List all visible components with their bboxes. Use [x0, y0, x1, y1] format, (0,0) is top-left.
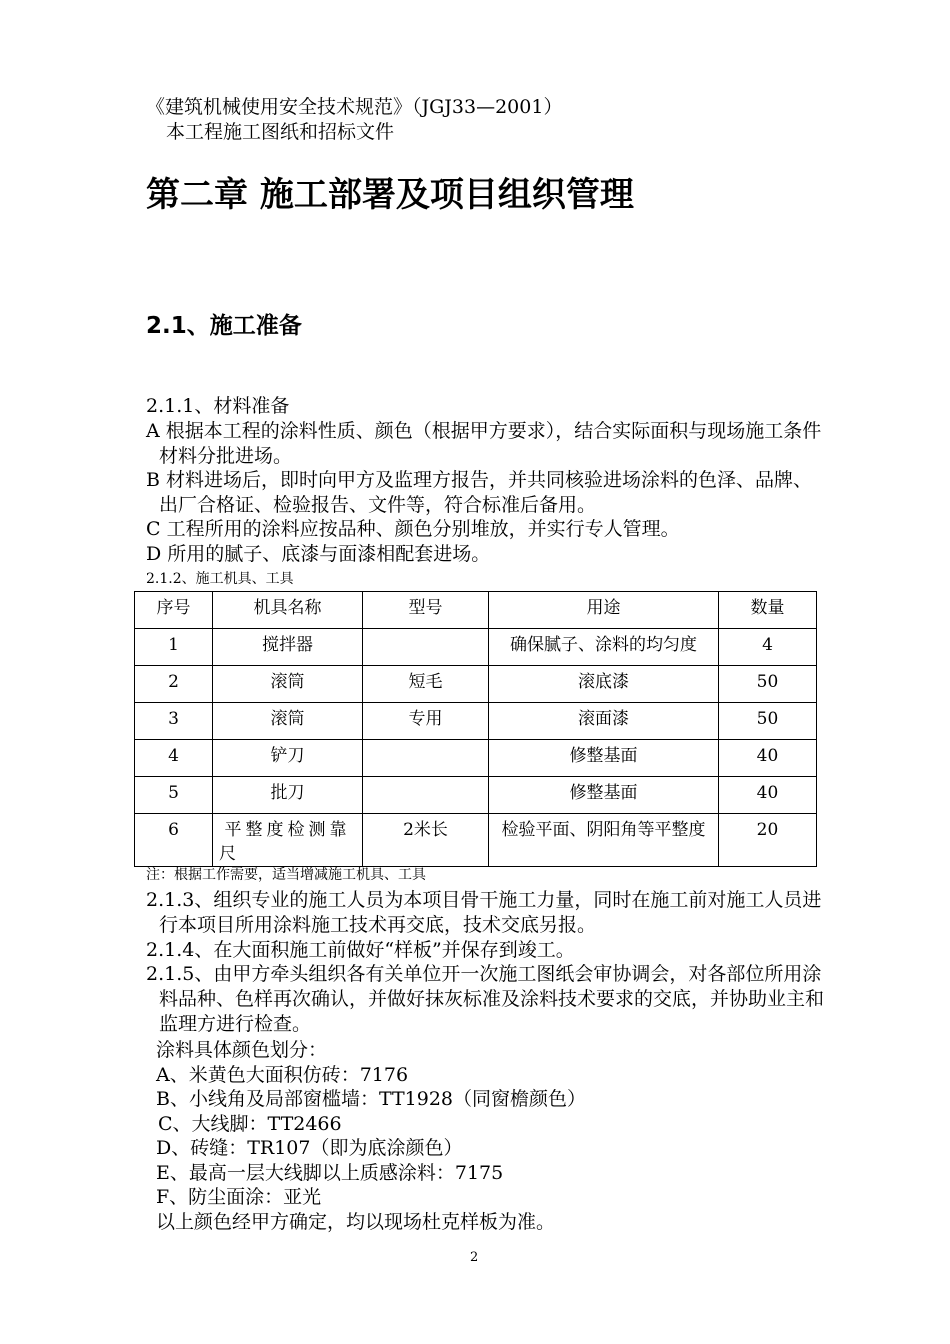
table-cell: 短毛	[363, 666, 489, 703]
table-row	[135, 703, 817, 740]
table-cell: 修整基面	[489, 777, 719, 814]
table-cell: 3	[135, 703, 213, 740]
table-cell: 4	[719, 629, 817, 666]
table-row	[135, 740, 817, 777]
table-cell: 1	[135, 629, 213, 666]
table-cell: 批刀	[213, 777, 363, 814]
table-cell	[363, 629, 489, 666]
table-cell: 2米长	[363, 814, 489, 867]
color-item: C、大线脚：TT2466	[158, 1113, 342, 1135]
table-cell: 确保腻子、涂料的均匀度	[489, 629, 719, 666]
table-cell: 5	[135, 777, 213, 814]
color-item: F、防尘面涂：亚光	[156, 1186, 322, 1208]
reference-line: 《建筑机械使用安全技术规范》（JGJ33—2001）	[146, 96, 563, 118]
table-cell: 40	[719, 740, 817, 777]
table-header-cell: 序号	[135, 592, 213, 629]
table-cell	[363, 777, 489, 814]
paragraph: 2.1.5、由甲方牵头组织各有关单位开一次施工图纸会审协调会，对各部位所用涂料品种、色样再次确认，并做好抹灰标准及涂料技术要求的交底，并协助业主和监理方进行检查。	[146, 963, 825, 1035]
table-cell: 专用	[363, 703, 489, 740]
table-cell: 修整基面	[489, 740, 719, 777]
materials-item: A 根据本工程的涂料性质、颜色（根据甲方要求），结合实际面积与现场施工条件材料分批进场。	[146, 420, 822, 467]
colors-heading: 涂料具体颜色划分：	[156, 1039, 328, 1061]
table-header-cell: 用途	[489, 592, 719, 629]
table-row	[135, 666, 817, 703]
table-cell: 滚筒	[213, 666, 363, 703]
table-cell: 平整度检测靠尺	[213, 814, 363, 867]
materials-heading: 2.1.1、材料准备	[146, 395, 290, 417]
tools-table	[134, 591, 817, 867]
chapter-title: 第二章 施工部署及项目组织管理	[146, 175, 634, 215]
table-cell: 搅拌器	[213, 629, 363, 666]
table-row	[135, 814, 817, 867]
section-title: 2.1、施工准备	[146, 313, 302, 339]
table-header-cell: 数量	[719, 592, 817, 629]
table-cell: 滚底漆	[489, 666, 719, 703]
table-cell: 铲刀	[213, 740, 363, 777]
table-cell: 2	[135, 666, 213, 703]
page-number: 2	[470, 1250, 479, 1265]
table-header-row	[135, 592, 817, 629]
table-row	[135, 777, 817, 814]
materials-item: C 工程所用的涂料应按品种、颜色分别堆放，并实行专人管理。	[146, 518, 680, 540]
table-cell: 检验平面、阴阳角等平整度	[489, 814, 719, 867]
table-note: 注：根据工作需要，适当增减施工机具、工具	[146, 867, 426, 883]
table-cell	[363, 740, 489, 777]
color-item: B、小线角及局部窗槛墙：TT1928（同窗檐颜色）	[156, 1088, 587, 1110]
table-cell: 4	[135, 740, 213, 777]
table-cell: 滚筒	[213, 703, 363, 740]
table-cell: 20	[719, 814, 817, 867]
color-item: A、米黄色大面积仿砖：7176	[156, 1064, 409, 1086]
table-header-cell: 型号	[363, 592, 489, 629]
paragraph: 2.1.3、组织专业的施工人员为本项目骨干施工力量，同时在施工前对施工人员进行本项目所用涂料施工技术再交底，技术交底另报。	[146, 889, 822, 936]
table-cell: 50	[719, 666, 817, 703]
colors-closing: 以上颜色经甲方确定，均以现场杜克样板为准。	[156, 1211, 556, 1233]
table-header-cell: 机具名称	[213, 592, 363, 629]
materials-item: D 所用的腻子、底漆与面漆相配套进场。	[146, 543, 491, 565]
table-cell: 40	[719, 777, 817, 814]
paragraph: 2.1.4、在大面积施工前做好“样板”并保存到竣工。	[146, 939, 575, 961]
table-cell: 滚面漆	[489, 703, 719, 740]
table-row	[135, 629, 817, 666]
reference-line: 本工程施工图纸和招标文件	[166, 121, 395, 143]
table-cell: 6	[135, 814, 213, 867]
color-item: E、最高一层大线脚以上质感涂料：7175	[156, 1162, 504, 1184]
color-item: D、砖缝：TR107（即为底涂颜色）	[156, 1137, 463, 1159]
materials-item: B 材料进场后，即时向甲方及监理方报告，并共同核验进场涂料的色泽、品牌、出厂合格证、检验报告、文件等，符合标准后备用。	[146, 469, 813, 516]
tools-heading: 2.1.2、施工机具、工具	[146, 571, 294, 587]
table-cell: 50	[719, 703, 817, 740]
